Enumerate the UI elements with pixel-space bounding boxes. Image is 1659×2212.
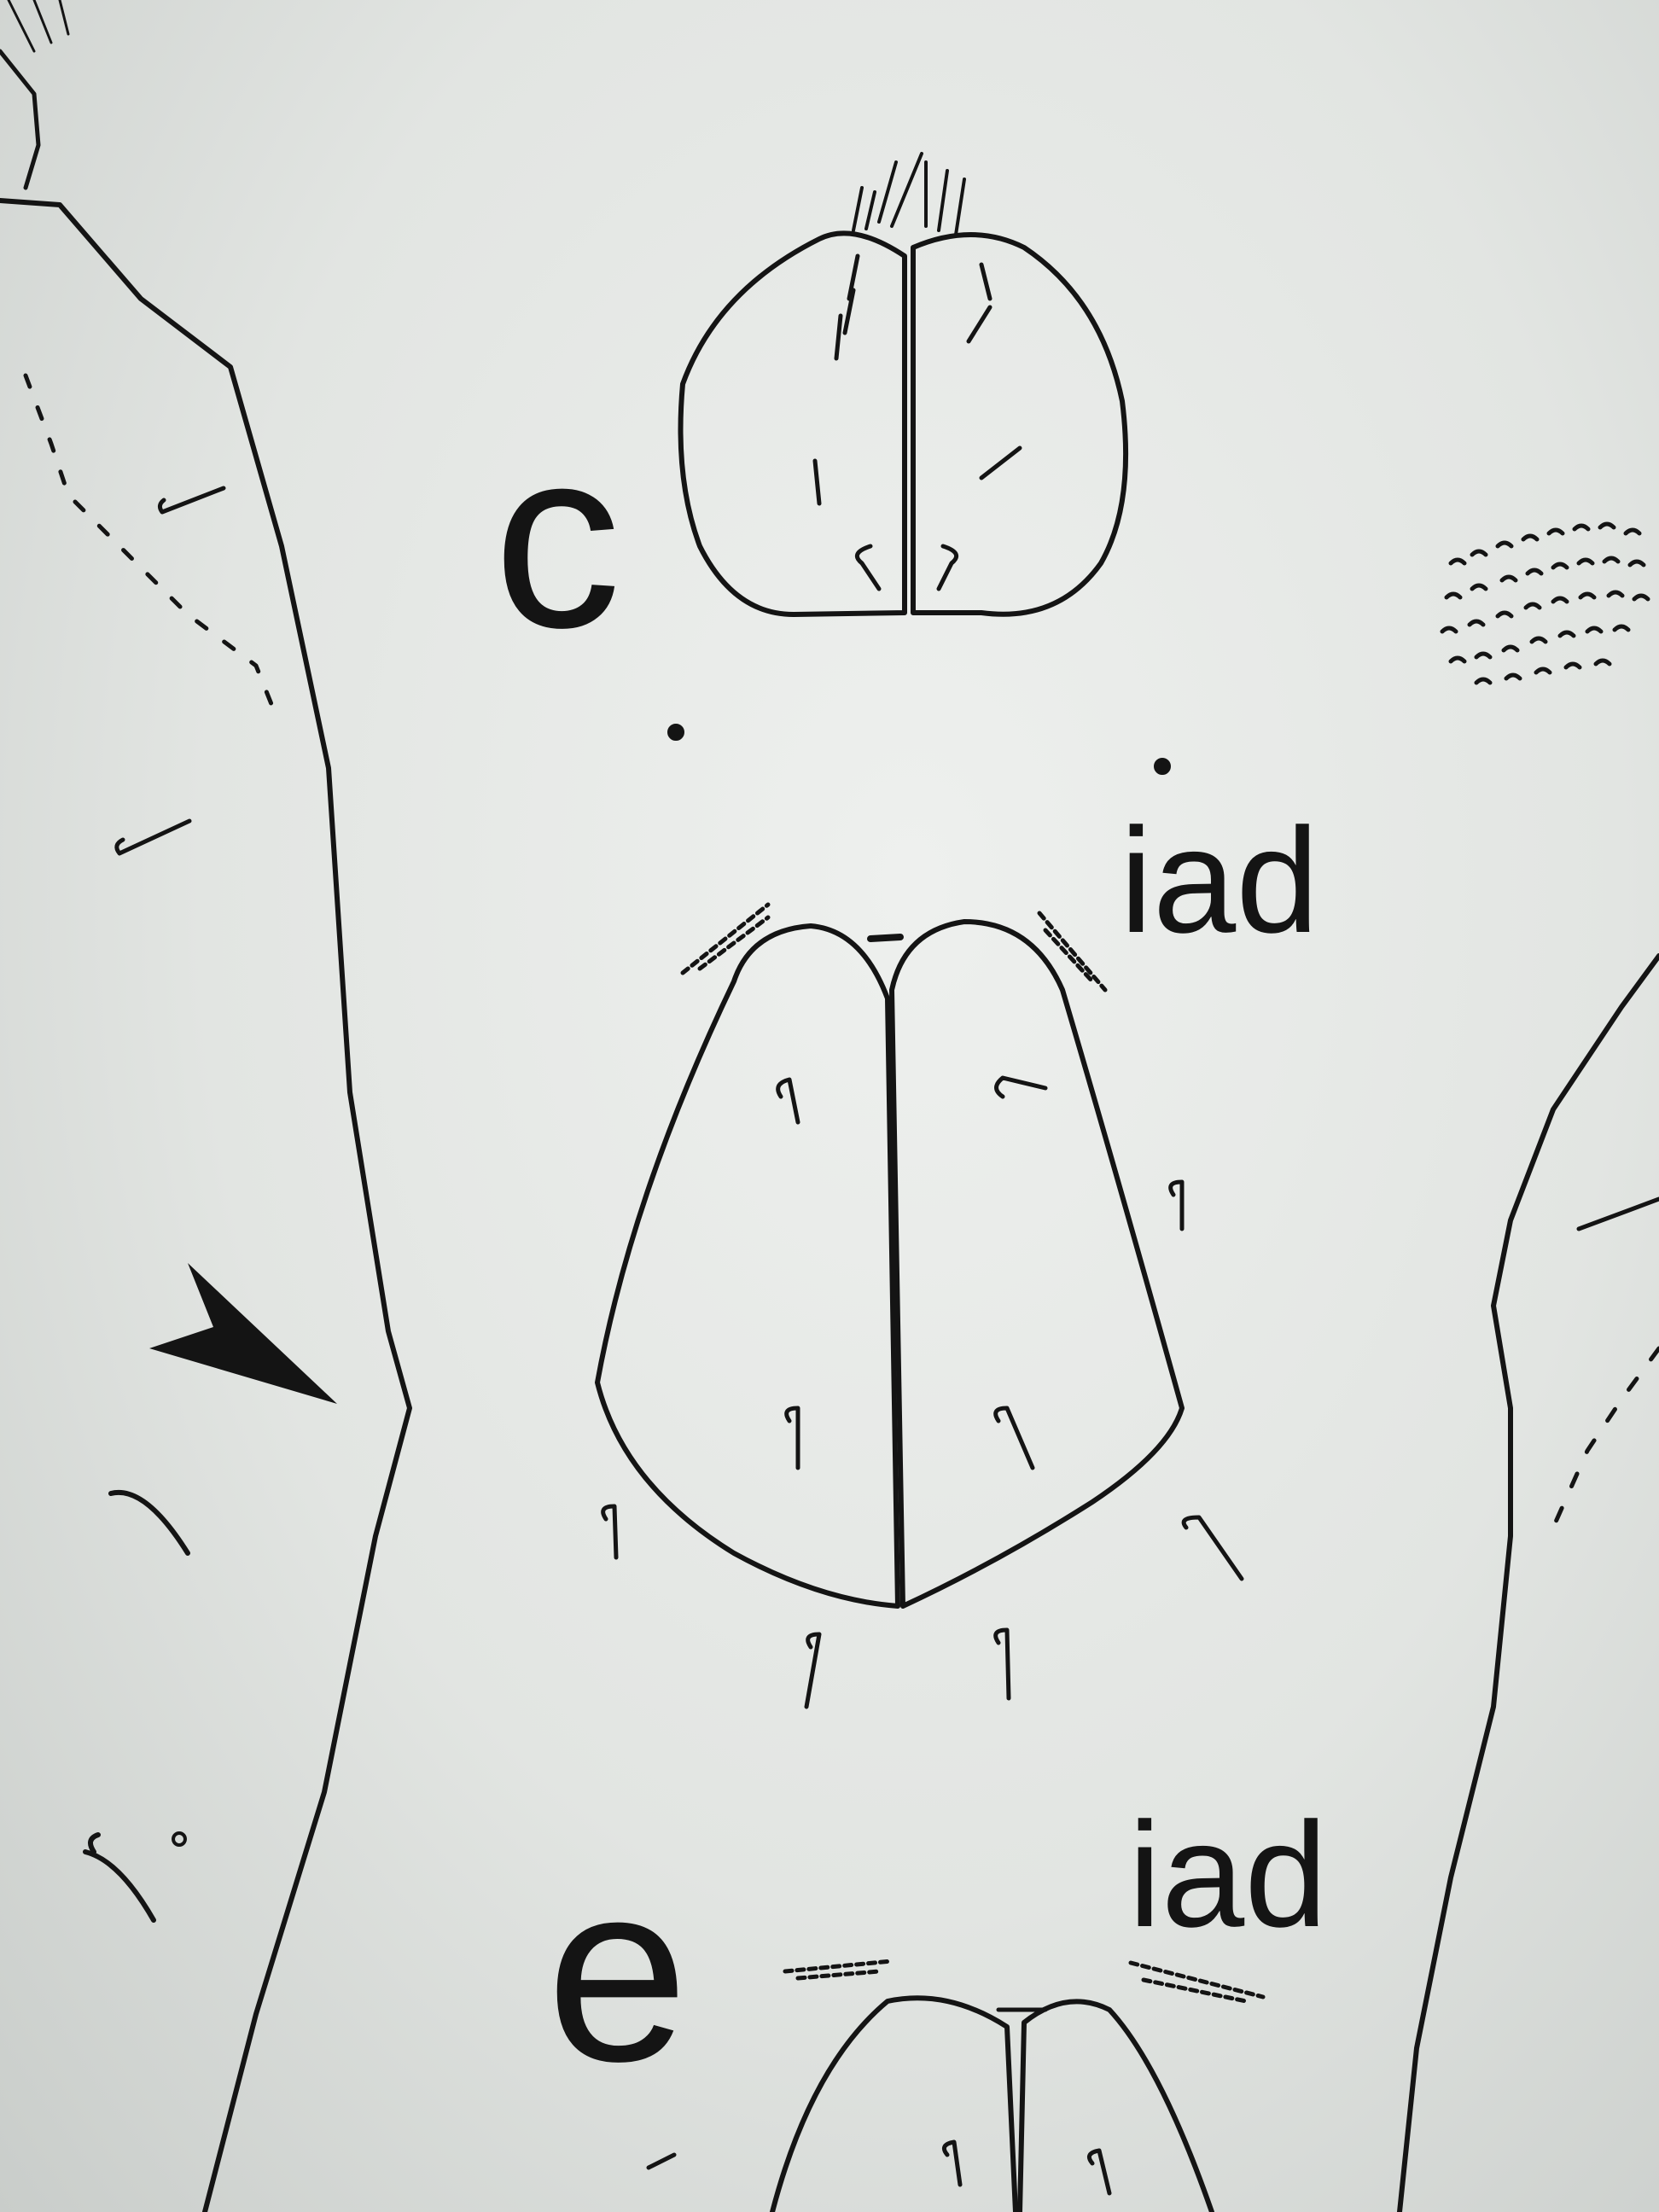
left-pore: [173, 1833, 185, 1845]
iad-upper-right-mark: [1039, 913, 1105, 990]
right-body-outline: [1400, 956, 1659, 2212]
left-appendage-top: [0, 51, 38, 188]
left-seta-2: [117, 821, 189, 853]
left-seta-3: [111, 1493, 188, 1553]
left-dashed-line: [26, 375, 273, 708]
shield-e-right: [1020, 2001, 1212, 2212]
annotation-iad-upper: iad: [1120, 798, 1319, 964]
dot-left: [670, 726, 682, 738]
left-appendage-hairs: [9, 0, 68, 51]
iad-lower-right-mark: [1131, 1963, 1263, 2001]
panel-label-e: e: [546, 1828, 689, 2115]
shield-c-hairs: [853, 154, 964, 235]
shield-d-bar: [870, 937, 900, 939]
shield-c-right: [913, 235, 1126, 614]
shield-e-left: [772, 1998, 1016, 2212]
shield-c-left: [681, 233, 905, 614]
panel-label-c: c: [493, 394, 621, 681]
annotation-iad-lower: iad: [1128, 1792, 1328, 1959]
shield-e-setae: [649, 2142, 1109, 2193]
left-body-outline: [0, 201, 410, 2212]
shield-c-setae: [815, 256, 1020, 589]
iad-lower-left-mark: [785, 1961, 892, 1978]
right-dashed-line: [1553, 1348, 1659, 1528]
scale-cluster: [1442, 524, 1648, 683]
shield-d-setae: [603, 1078, 1242, 1707]
arrowhead-icon: [149, 1263, 337, 1404]
right-seta: [1579, 1199, 1659, 1229]
shield-d-right: [892, 922, 1182, 1606]
iad-upper-left-mark: [683, 905, 768, 973]
shield-d-left: [597, 926, 898, 1606]
dot-right: [1156, 760, 1168, 772]
left-seta-4: [85, 1835, 154, 1920]
left-seta-1: [160, 488, 224, 512]
